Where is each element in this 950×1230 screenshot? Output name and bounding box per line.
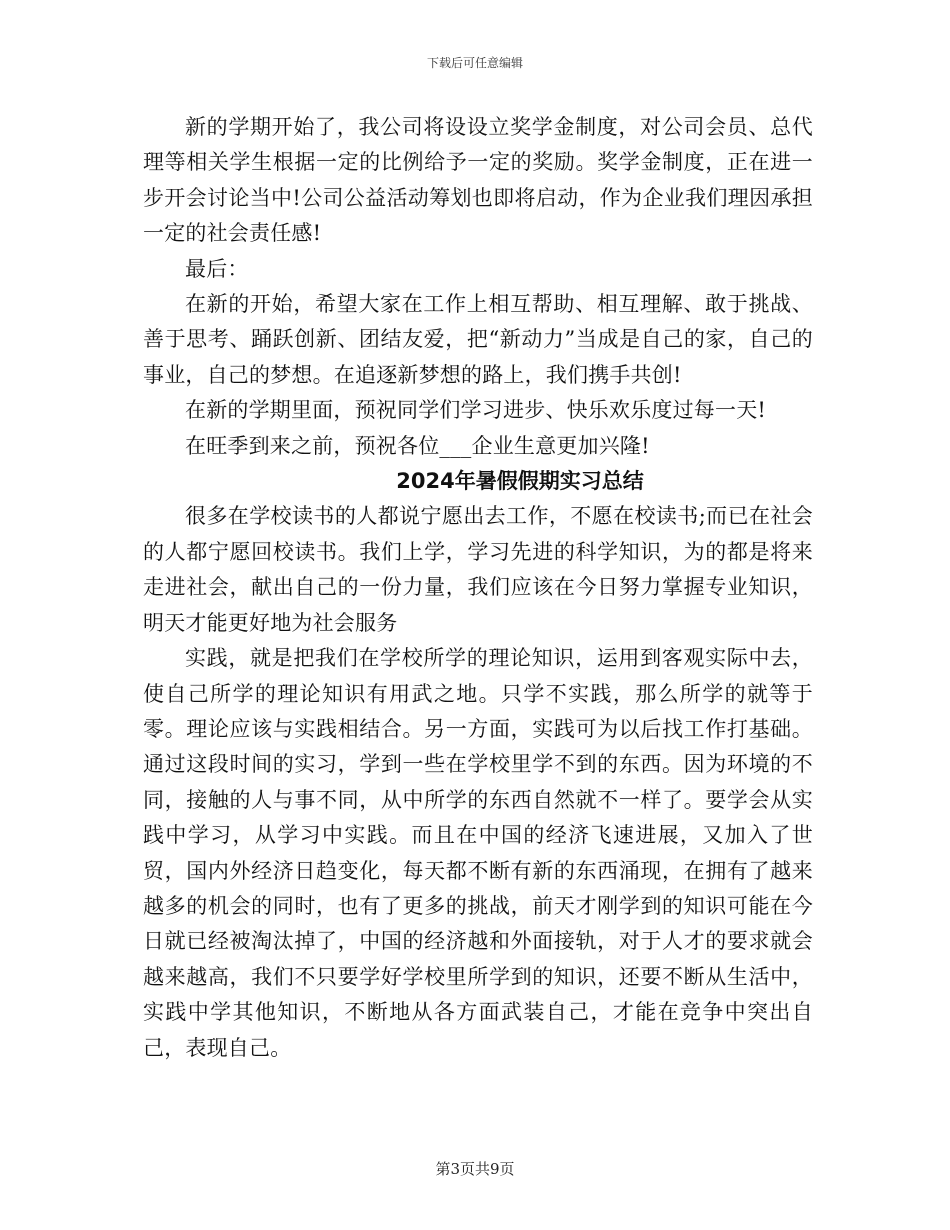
page-header: 下载后可任意编辑: [426, 56, 523, 70]
paragraph-wish-students: 在新的学期里面，预祝同学们学习进步、快乐欢乐度过每一天!: [185, 398, 767, 423]
paragraph-study-vs-work: 很多在学校读书的人都说宁愿出去工作，不愿在校读书;而已在社会的人都宁愿回校读书。我们上学，学习先进的科学知识，为的都是将来走进社会，献出自己的一份力量，我们应该在今日努力掌握专业知识，明天才能更好地为社会服务: [143, 504, 813, 635]
paragraph-scholarship: 新的学期开始了，我公司将设设立奖学金制度，对公司会员、总代理等相关学生根据一定的比例给予一定的奖励。奖学金制度，正在进一步开会讨论当中!公司公益活动筹划也即将启动，作为企业我们理因承担一定的社会责任感!: [143, 115, 813, 246]
paragraph-practice: 实践，就是把我们在学校所学的理论知识，运用到客观实际中去，使自己所学的理论知识有用武之地。只学不实践，那么所学的就等于零。理论应该与实践相结合。另一方面，实践可为以后找工作打基础。通过这段时间的实习，学到一些在学校里学不到的东西。因为环境的不同，接触的人与事不同，从中所学的东西自然就不一样了。要学会从实践中学习，从学习中实践。而且在中国的经济飞速进展，又加入了世贸，国内外经济日趋变化，每天都不断有新的东西涌现，在拥有了越来越多的机会的同时，也有了更多的挑战，前天才刚学到的知识可能在今日就已经被淘汰掉了，中国的经济越和外面接轨，对于人才的要求就会越来越高，我们不只要学好学校里所学到的知识，还要不断从生活中，实践中学其他知识，不断地从各方面武装自己，才能在竞争中突出自己，表现自己。: [143, 646, 813, 1060]
section-title: 2024年暑假假期实习总结: [396, 469, 644, 494]
document-body: [143, 110, 813, 1066]
paragraph-wish-business: 在旺季到来之前，预祝各位___企业生意更加兴隆!: [185, 433, 650, 458]
paragraph-finally-label: 最后：: [185, 256, 249, 281]
page-number: 第3页共9页: [435, 1160, 515, 1178]
paragraph-new-start: 在新的开始，希望大家在工作上相互帮助、相互理解、敢于挑战、善于思考、踊跃创新、团结友爱，把“新动力”当成是自己的家，自己的事业，自己的梦想。在追逐新梦想的路上，我们携手共创!: [143, 292, 813, 387]
